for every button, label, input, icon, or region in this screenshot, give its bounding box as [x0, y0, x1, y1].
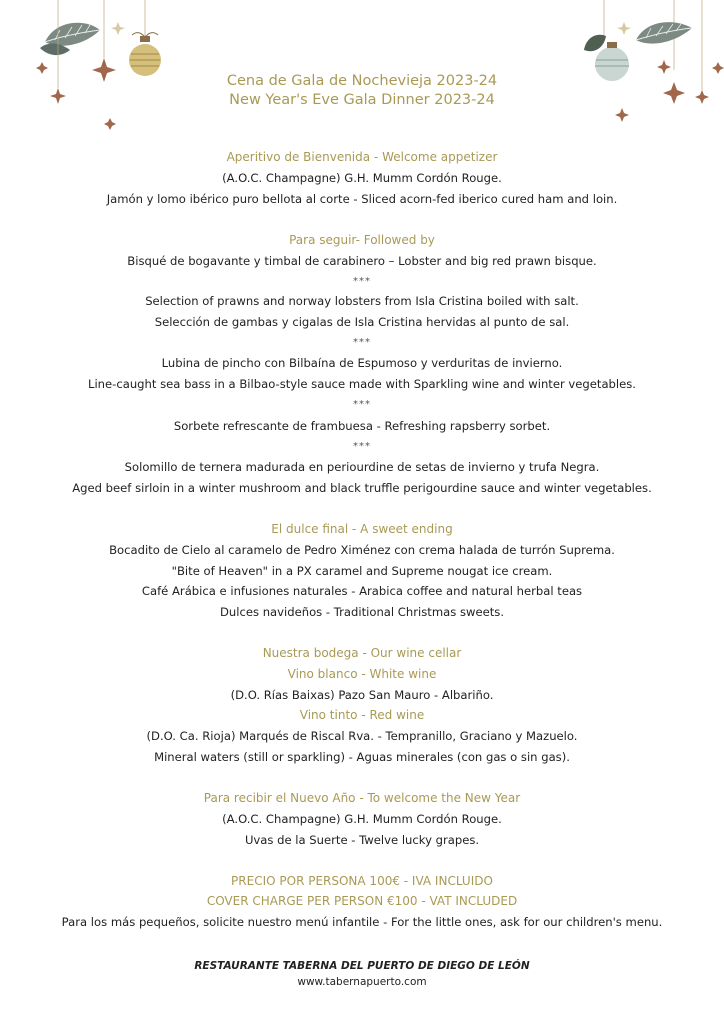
menu-item: Line-caught sea bass in a Bilbao-style sauce made with Sparkling wine and winter vegetables. [88, 377, 636, 391]
menu-item: Uvas de la Suerte - Twelve lucky grapes. [244, 833, 480, 847]
leaf-icon [40, 23, 100, 55]
menu-item: Lubina de pincho con Bilbaína de Espumoso y verduritas de invierno. [161, 356, 563, 370]
menu-item: Jamón y lomo ibérico puro bellota al corte - Sliced acorn-fed iberico cured ham and loin. [106, 192, 618, 206]
restaurant-name: RESTAURANTE TABERNA DEL PUERTO DE DIEGO DE LEÓN [194, 960, 530, 972]
menu-item: Aged beef sirloin in a winter mushroom and black truffle perigourdine sauce and winter vegetables. [72, 481, 652, 495]
leaf-icon [584, 22, 692, 51]
menu-item: Dulces navideños - Traditional Christmas sweets. [219, 605, 505, 619]
subheading-white-wine: Vino blanco - White wine [287, 667, 437, 681]
menu-item: Selección de gambas y cigalas de Isla Cristina hervidas al punto de sal. [154, 315, 570, 329]
ornament-ball-icon [129, 33, 161, 76]
menu-item: Mineral waters (still or sparkling) - Aguas minerales (con gas o sin gas). [154, 750, 570, 764]
section-heading-followed: Para seguir- Followed by [289, 233, 435, 247]
separator: *** [353, 441, 371, 452]
page-title-es: Cena de Gala de Nochevieja 2023-24 [226, 73, 498, 89]
section-heading-newyear: Para recibir el Nuevo Año - To welcome the New Year [203, 791, 521, 805]
website-link[interactable]: www.tabernapuerto.com [297, 976, 427, 988]
menu-item: Selection of prawns and norway lobsters from Isla Cristina boiled with salt. [145, 294, 579, 308]
section-heading-wine: Nuestra bodega - Our wine cellar [262, 646, 462, 660]
menu-item: (A.O.C. Champagne) G.H. Mumm Cordón Rouge. [222, 812, 502, 826]
kids-menu-note: Para los más pequeños, solicite nuestro menú infantile - For the little ones, ask for our children's menu. [61, 915, 663, 929]
menu-item: (D.O. Rías Baixas) Pazo San Mauro - Albariño. [230, 688, 494, 702]
section-heading-dessert: El dulce final - A sweet ending [271, 522, 453, 536]
separator: *** [353, 399, 371, 410]
separator: *** [353, 276, 371, 287]
menu-item: Café Arábica e infusiones naturales - Arabica coffee and natural herbal teas [141, 584, 583, 598]
menu-item: "Bite of Heaven" in a PX caramel and Supreme nougat ice cream. [171, 564, 553, 578]
page-title-en: New Year's Eve Gala Dinner 2023-24 [229, 92, 495, 108]
price-es: PRECIO POR PERSONA 100€ - IVA INCLUIDO [231, 874, 493, 888]
price-en: COVER CHARGE PER PERSON €100 - VAT INCLUDED [206, 894, 518, 908]
christmas-decoration-right [524, 0, 724, 140]
menu-item: Bisqué de bogavante y timbal de carabinero – Lobster and big red prawn bisque. [127, 254, 597, 268]
menu-item: Sorbete refrescante de frambuesa - Refreshing rapsberry sorbet. [173, 419, 551, 433]
menu-item: (D.O. Ca. Rioja) Marqués de Riscal Rva. - Tempranillo, Graciano y Mazuelo. [146, 729, 578, 743]
christmas-decoration-left [0, 0, 200, 140]
section-heading-welcome: Aperitivo de Bienvenida - Welcome appetizer [226, 150, 498, 164]
subheading-red-wine: Vino tinto - Red wine [299, 708, 425, 722]
menu-item: Bocadito de Cielo al caramelo de Pedro Ximénez con crema halada de turrón Suprema. [109, 543, 615, 557]
menu-item: Solomillo de ternera madurada en periourdine de setas de invierno y trufa Negra. [124, 460, 600, 474]
menu-item: (A.O.C. Champagne) G.H. Mumm Cordón Rouge. [222, 171, 502, 185]
separator: *** [353, 337, 371, 348]
